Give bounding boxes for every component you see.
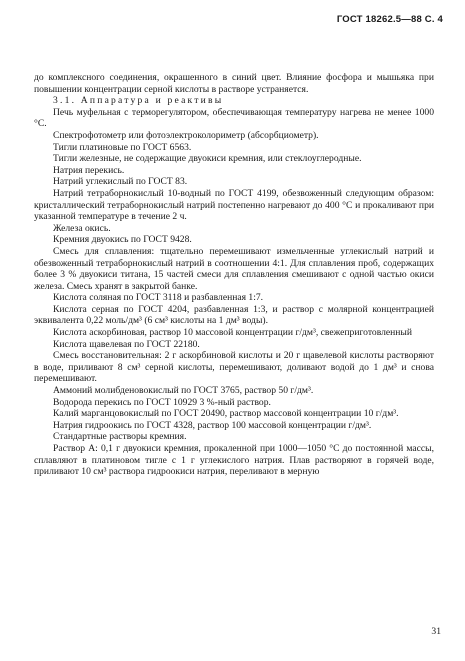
document-body — [34, 72, 434, 478]
paragraph-ascorbic-acid: Кислота аскорбиновая, раствор 10 массовой концентрации г/дм³, свежеприготовленный — [53, 327, 413, 339]
paragraph-silicon-standards: Стандартные растворы кремния. — [53, 431, 187, 443]
paragraph-solution-a: Раствор А: 0,1 г двуокиси кремния, прокаленной при 1000—1050 °С до постоянной массы, сплавляют в платиновом тигле с 1 г углекислого натрия. Плав растворяют в горячей воде, приливают 10 см³ раствора гидроокиси натрия, переливают в мерную — [34, 443, 434, 478]
paragraph-sodium-peroxide: Натрия перекись. — [53, 164, 125, 176]
paragraph-potassium-permanganate: Калий марганцовокислый по ГОСТ 20490, раствор массовой концентрации 10 г/дм³. — [53, 408, 399, 420]
paragraph-hydrogen-peroxide: Водорода перекись по ГОСТ 10929 3 %-ный раствор. — [53, 396, 271, 408]
paragraph-sodium-tetraborate: Натрий тетраборнокислый 10-водный по ГОСТ 4199, обезвоженный следующим образом: кристаллический тетраборнокислый натрий постепенно нагревают до 400 °С и прокаливают при указанной температуре в течение 2 ч. — [34, 187, 434, 223]
paragraph-furnace: Печь муфельная с терморегулятором, обеспечивающая температуру нагрева не менее 1000 °С. — [34, 106, 434, 130]
paragraph-oxalic-acid: Кислота щавелевая по ГОСТ 22180. — [53, 338, 200, 350]
paragraph-sodium-carbonate: Натрий углекислый по ГОСТ 83. — [53, 176, 188, 188]
paragraph-fusion-mixture: Смесь для сплавления: тщательно перемешивают измельченные углекислый натрий и обезвоженный тетраборнокислый натрий в соотношении 4:1. Для сплавления проб, содержащих более 3 % двуокиси титана, 15 частей смеси для сплавления смешивают с одной частью окиси железа. Смесь хранят в закрытой банке. — [34, 245, 434, 292]
paragraph-silicon-dioxide: Кремния двуокись по ГОСТ 9428. — [53, 234, 192, 246]
paragraph-intro: до комплексного соединения, окрашенного в синий цвет. Влияние фосфора и мышьяка при повышении концентрации серной кислоты в растворе устраняется. — [34, 72, 434, 95]
document-header: ГОСТ 18262.5—88 С. 4 — [336, 14, 443, 25]
paragraph-ammonium-molybdate: Аммоний молибденовокислый по ГОСТ 3765, раствор 50 г/дм³. — [53, 385, 314, 397]
page-number: 31 — [431, 626, 441, 637]
paragraph-iron-oxide: Железа окись. — [53, 222, 111, 234]
paragraph-sulfuric-acid: Кислота серная по ГОСТ 4204, разбавленная 1:3, и раствор с молярной концентрацией эквивалента 0,22 моль/дм³ (6 см³ кислоты на 1 дм³ воды). — [34, 303, 434, 327]
paragraph-platinum-crucibles: Тигли платиновые по ГОСТ 6563. — [53, 141, 192, 153]
paragraph-sodium-hydroxide: Натрия гидроокись по ГОСТ 4328, раствор 100 массовой концентрации г/дм³. — [53, 419, 372, 431]
paragraph-spectrophotometer: Спектрофотометр или фотоэлектроколориметр (абсорбциометр). — [53, 129, 319, 141]
paragraph-reducing-mixture: Смесь восстановительная: 2 г аскорбиновой кислоты и 20 г щавелевой кислоты растворяют в воде, приливают 8 см³ серной кислоты, перемешивают, доливают водой до 1 дм³ и снова перемешивают. — [34, 350, 434, 385]
section-heading: 3.1. Аппаратура и реактивы — [53, 95, 224, 107]
paragraph-hydrochloric-acid: Кислота соляная по ГОСТ 3118 и разбавленная 1:7. — [53, 292, 264, 304]
paragraph-iron-crucibles: Тигли железные, не содержащие двуокиси кремния, или стеклоуглеродные. — [53, 153, 362, 165]
